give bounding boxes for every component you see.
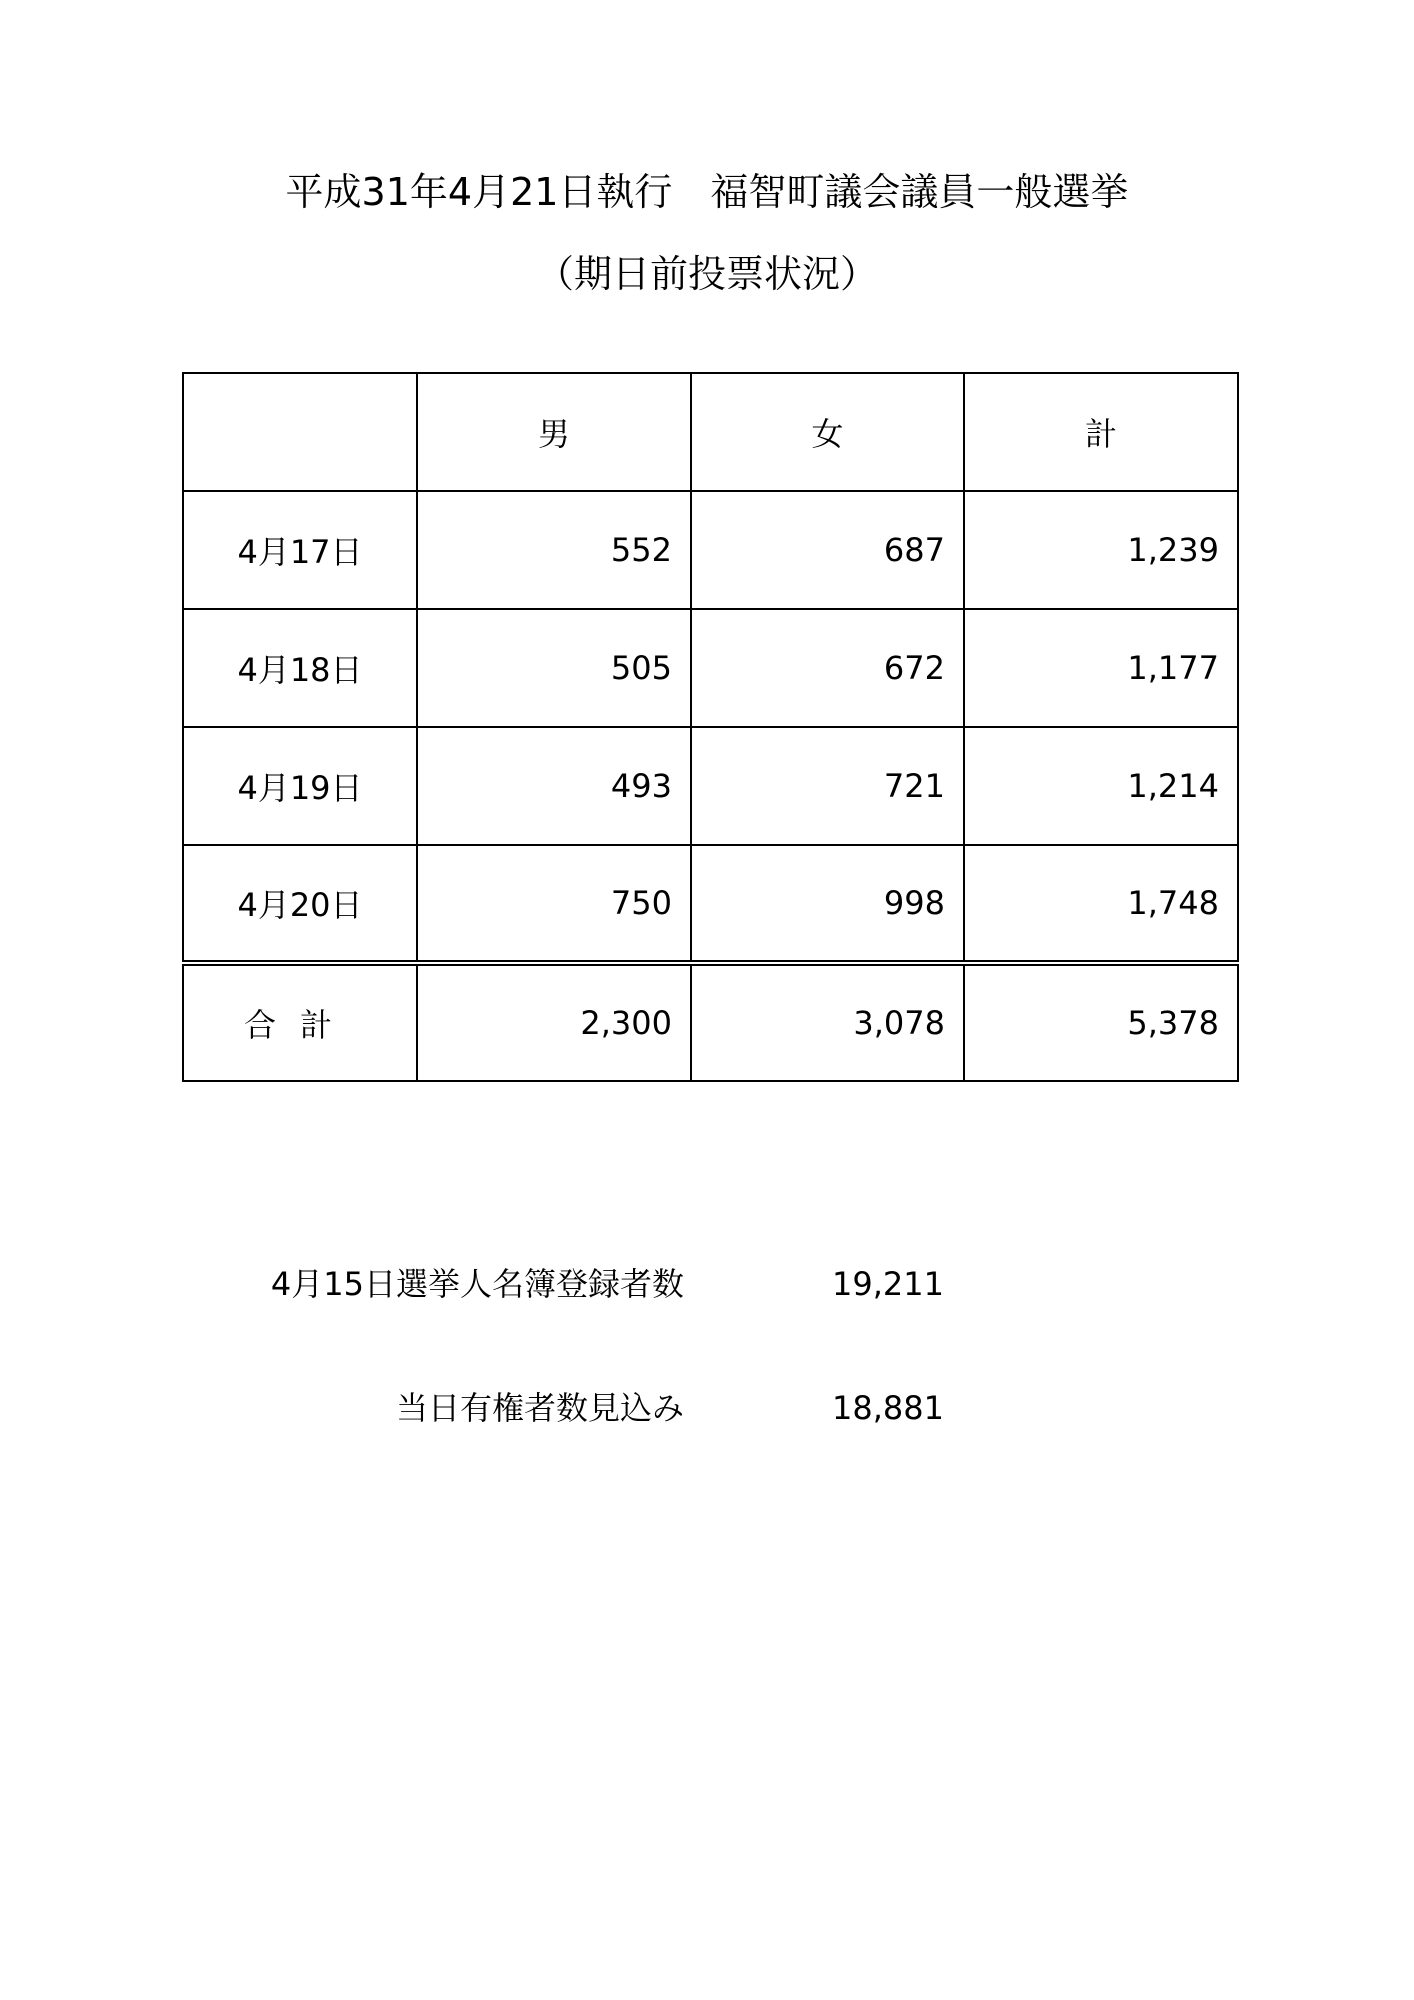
- header-female: 女: [691, 373, 964, 491]
- table-row: [183, 727, 1238, 845]
- registered-voters-label: 4月15日選挙人名簿登録者数: [270, 1265, 684, 1303]
- header-total: 計: [964, 373, 1238, 491]
- row-total: 1,214: [964, 727, 1238, 845]
- table-row: [183, 609, 1238, 727]
- header-corner: [183, 373, 417, 491]
- expected-voters-value: 18,881: [832, 1389, 944, 1427]
- row-date: 4月19日: [183, 727, 417, 845]
- row-total: 1,177: [964, 609, 1238, 727]
- row-male: 493: [417, 727, 691, 845]
- row-female: 687: [691, 491, 964, 609]
- total-total: 5,378: [964, 963, 1238, 1081]
- row-male: 552: [417, 491, 691, 609]
- total-male: 2,300: [417, 963, 691, 1081]
- row-female: 998: [691, 845, 964, 963]
- page-title: 平成31年4月21日執行 福智町議会議員一般選挙: [285, 170, 1129, 214]
- early-voting-table: [182, 372, 1239, 1082]
- row-date: 4月20日: [183, 845, 417, 963]
- row-male: 505: [417, 609, 691, 727]
- row-total: 1,748: [964, 845, 1238, 963]
- table-row: [183, 845, 1238, 963]
- table-row: [183, 491, 1238, 609]
- row-female: 721: [691, 727, 964, 845]
- expected-voters-label: 当日有権者数見込み: [395, 1389, 684, 1427]
- total-female: 3,078: [691, 963, 964, 1081]
- row-total: 1,239: [964, 491, 1238, 609]
- total-label: 合計: [183, 963, 417, 1081]
- page-subtitle: （期日前投票状況）: [535, 252, 878, 296]
- row-male: 750: [417, 845, 691, 963]
- row-date: 4月17日: [183, 491, 417, 609]
- row-female: 672: [691, 609, 964, 727]
- row-date: 4月18日: [183, 609, 417, 727]
- registered-voters-value: 19,211: [832, 1265, 944, 1303]
- total-row: [183, 963, 1238, 1081]
- header-male: 男: [417, 373, 691, 491]
- table-header-row: [183, 373, 1238, 491]
